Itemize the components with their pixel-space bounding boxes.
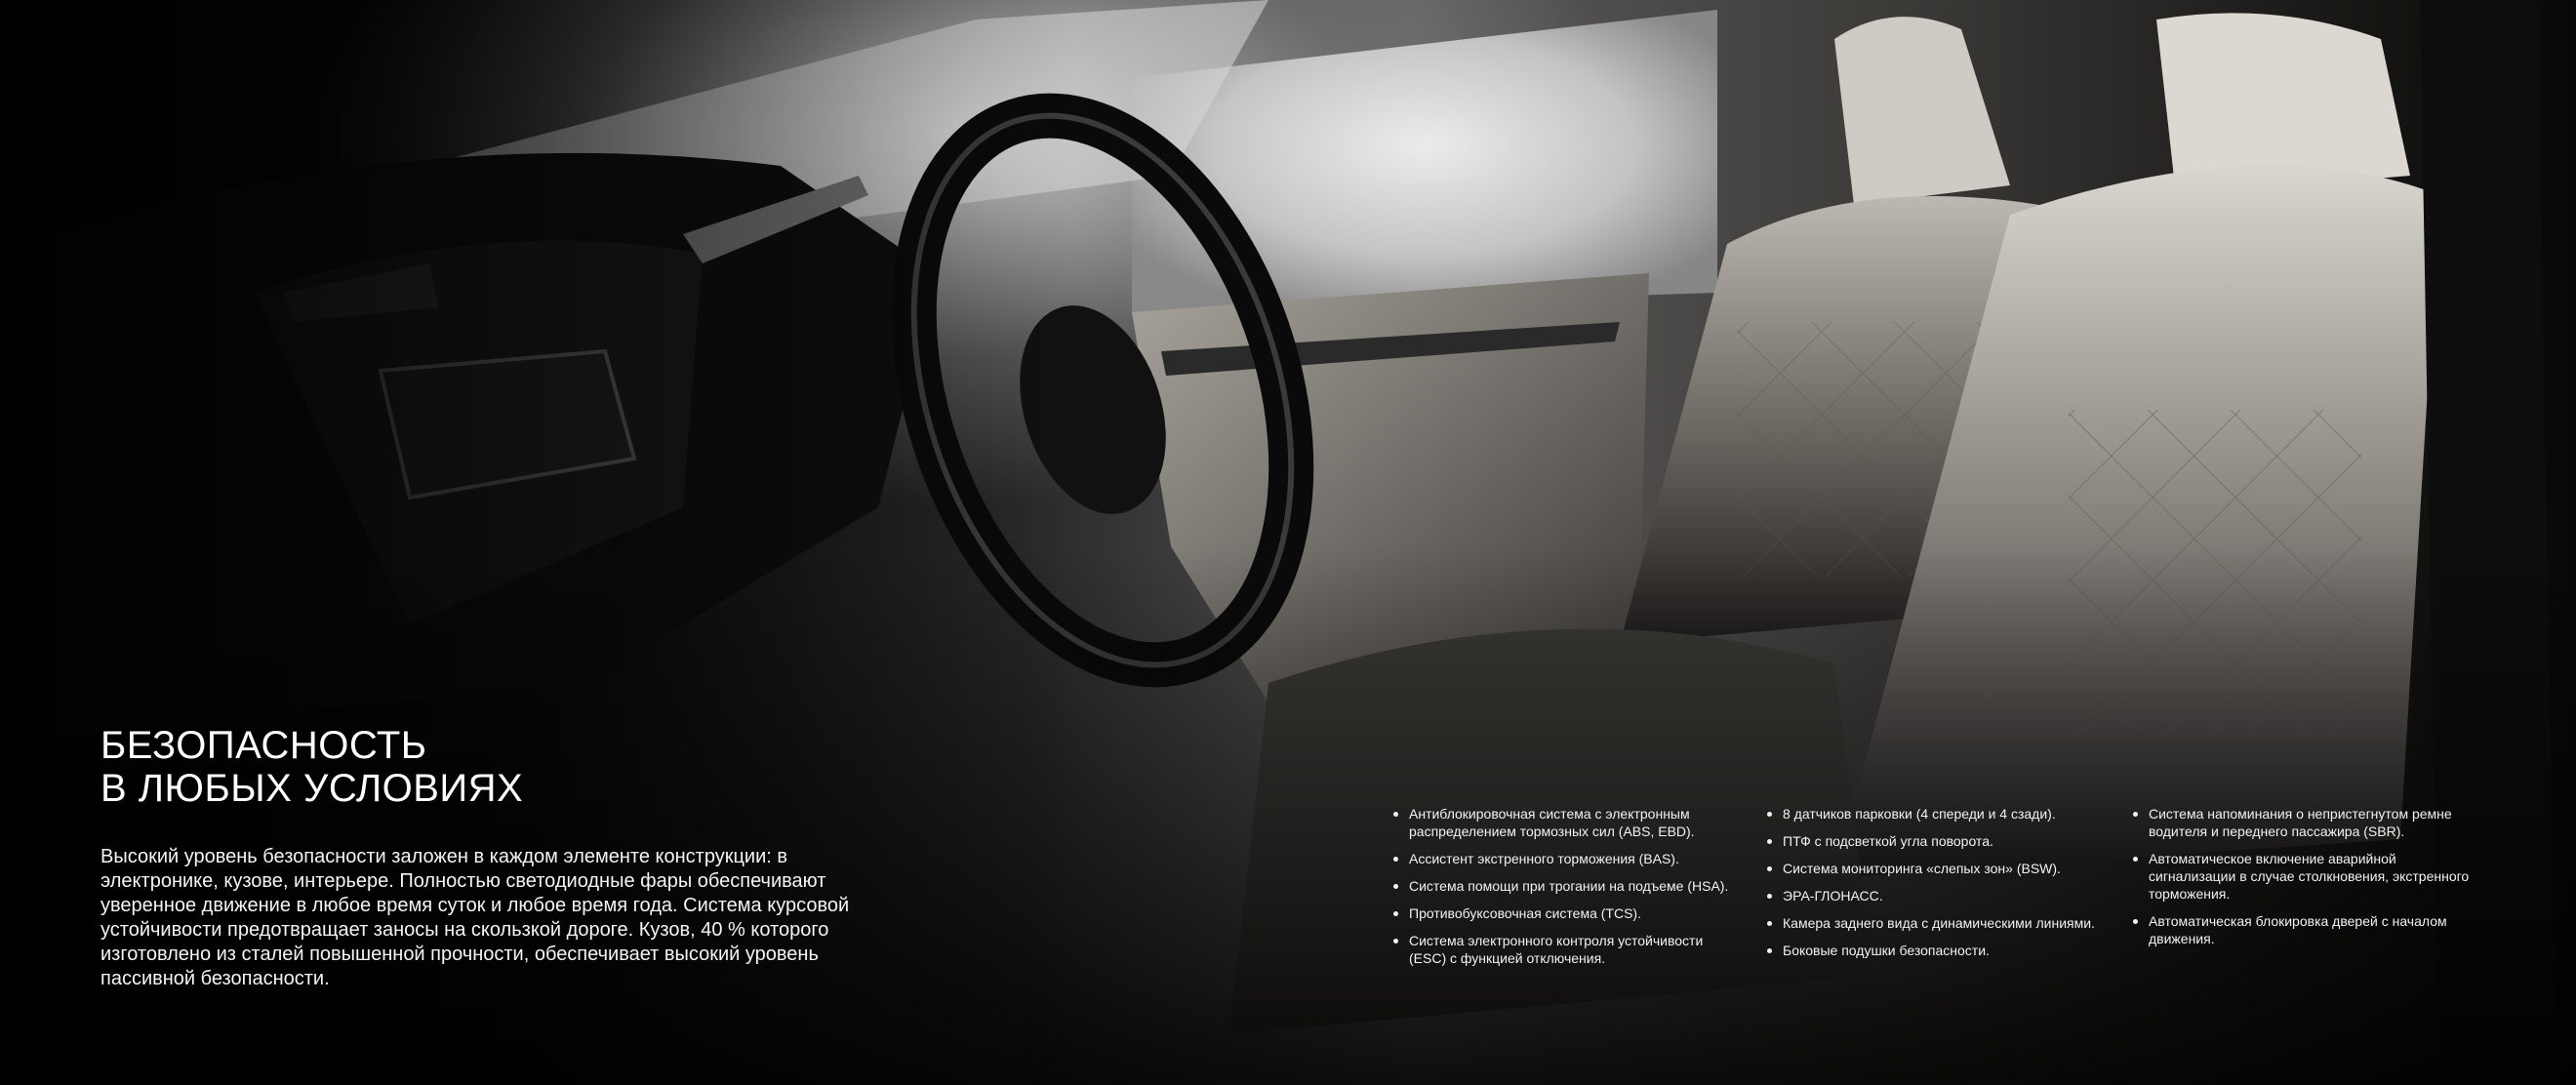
features-list-1 bbox=[1393, 805, 1741, 977]
list-item-text: Система напоминания о непристегнутом ремне водителя и переднего пассажира (SBR). bbox=[2149, 806, 2452, 839]
list-item-text: Камера заднего вида с динамическими линиями. bbox=[1783, 915, 2095, 931]
bullet-icon bbox=[1393, 857, 1398, 862]
list-item-text: ПТФ с подсветкой угла поворота. bbox=[1783, 833, 1993, 849]
list-item bbox=[1767, 887, 2114, 904]
title-line-2: В ЛЮБЫХ УСЛОВИЯХ bbox=[101, 767, 524, 810]
list-item-text: Боковые подушки безопасности. bbox=[1783, 943, 1990, 958]
bullet-icon bbox=[1767, 921, 1772, 926]
list-item bbox=[1767, 942, 2114, 959]
list-item bbox=[2133, 805, 2486, 840]
list-item-text: Система мониторинга «слепых зон» (BSW). bbox=[1783, 861, 2061, 876]
list-item-text: ЭРА-ГЛОНАСС. bbox=[1783, 888, 1883, 904]
list-item-text: Автоматическая блокировка дверей с началом движения. bbox=[2149, 913, 2447, 946]
features-list-2 bbox=[1767, 805, 2114, 969]
list-item-text: Система помощи при трогании на подъеме (HSA). bbox=[1409, 878, 1729, 894]
list-item-text: Ассистент экстренного торможения (BAS). bbox=[1409, 851, 1679, 866]
bullet-icon bbox=[1767, 948, 1772, 953]
bullet-icon bbox=[1767, 866, 1772, 871]
bullet-icon bbox=[1393, 939, 1398, 944]
list-item bbox=[2133, 850, 2486, 903]
bullet-icon bbox=[2133, 857, 2138, 862]
bullet-icon bbox=[1767, 894, 1772, 899]
list-item bbox=[1767, 914, 2114, 932]
list-item-text: Противобуксовочная система (TCS). bbox=[1409, 905, 1641, 921]
list-item bbox=[1767, 805, 2114, 823]
bullet-icon bbox=[2133, 919, 2138, 924]
title-line-1: БЕЗОПАСНОСТЬ bbox=[101, 724, 427, 767]
page-title bbox=[101, 724, 881, 810]
list-item bbox=[1767, 860, 2114, 877]
list-item-text: 8 датчиков парковки (4 спереди и 4 сзади). bbox=[1783, 806, 2056, 822]
list-item bbox=[1767, 832, 2114, 850]
features-list-3 bbox=[2133, 805, 2486, 957]
list-item bbox=[1393, 877, 1741, 895]
bullet-icon bbox=[1767, 839, 1772, 844]
bullet-icon bbox=[2133, 812, 2138, 817]
bullet-icon bbox=[1393, 884, 1398, 889]
list-item bbox=[1393, 805, 1741, 840]
list-item bbox=[1393, 932, 1741, 967]
list-item-text: Антиблокировочная система с электронным распределением тормозных сил (ABS, EBD). bbox=[1409, 806, 1695, 839]
list-item bbox=[2133, 912, 2486, 947]
intro-paragraph: Высокий уровень безопасности заложен в каждом элементе конструкции: в электронике, кузове, интерьере. Полностью светодиодные фары обеспечивают уверенное движение в любое время суток и любое время года. Система курсовой устойчивости предотвращает заносы на скользкой дороге. Кузов, 40 % которого изготовлено из сталей повышенной прочности, обеспечивает высокий уровень пассивной безопасности. bbox=[101, 846, 850, 989]
bullet-icon bbox=[1393, 812, 1398, 817]
list-item-text: Автоматическое включение аварийной сигнализации в случае столкновения, экстренного торможения. bbox=[2149, 851, 2470, 902]
list-item bbox=[1393, 904, 1741, 922]
bullet-icon bbox=[1767, 812, 1772, 817]
list-item bbox=[1393, 850, 1741, 867]
bullet-icon bbox=[1393, 911, 1398, 916]
list-item-text: Система электронного контроля устойчивости (ESC) с функцией отключения. bbox=[1409, 933, 1704, 966]
